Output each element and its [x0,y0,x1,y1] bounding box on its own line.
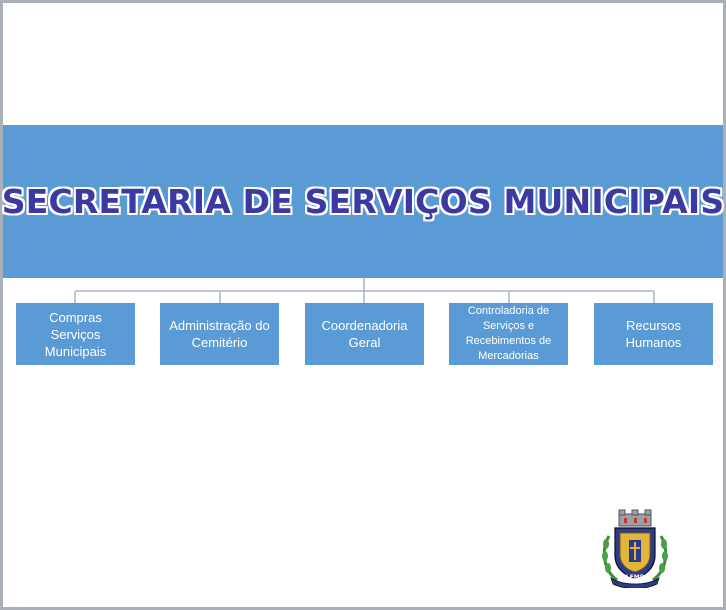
unit-cemiterio [160,303,279,365]
unit-label: Coordenadoria Geral [321,318,408,350]
unit-label: Recursos Humanos [625,318,682,350]
unit-recursos-humanos [594,303,713,365]
unit-compras [16,303,135,365]
unit-controladoria [449,303,568,365]
crest-motto: LEMP [625,574,645,581]
unit-label: Compras Serviços Municipais [44,309,107,359]
page-title: SECRETARIA DE SERVIÇOS MUNICIPAIS [1,182,725,221]
unit-label: Administração do Cemitério [169,318,270,350]
unit-label: Controladoria de Serviços e Recebimentos de Mercadorias [465,305,552,362]
title-banner [3,125,723,278]
unit-coordenadoria [305,303,424,365]
